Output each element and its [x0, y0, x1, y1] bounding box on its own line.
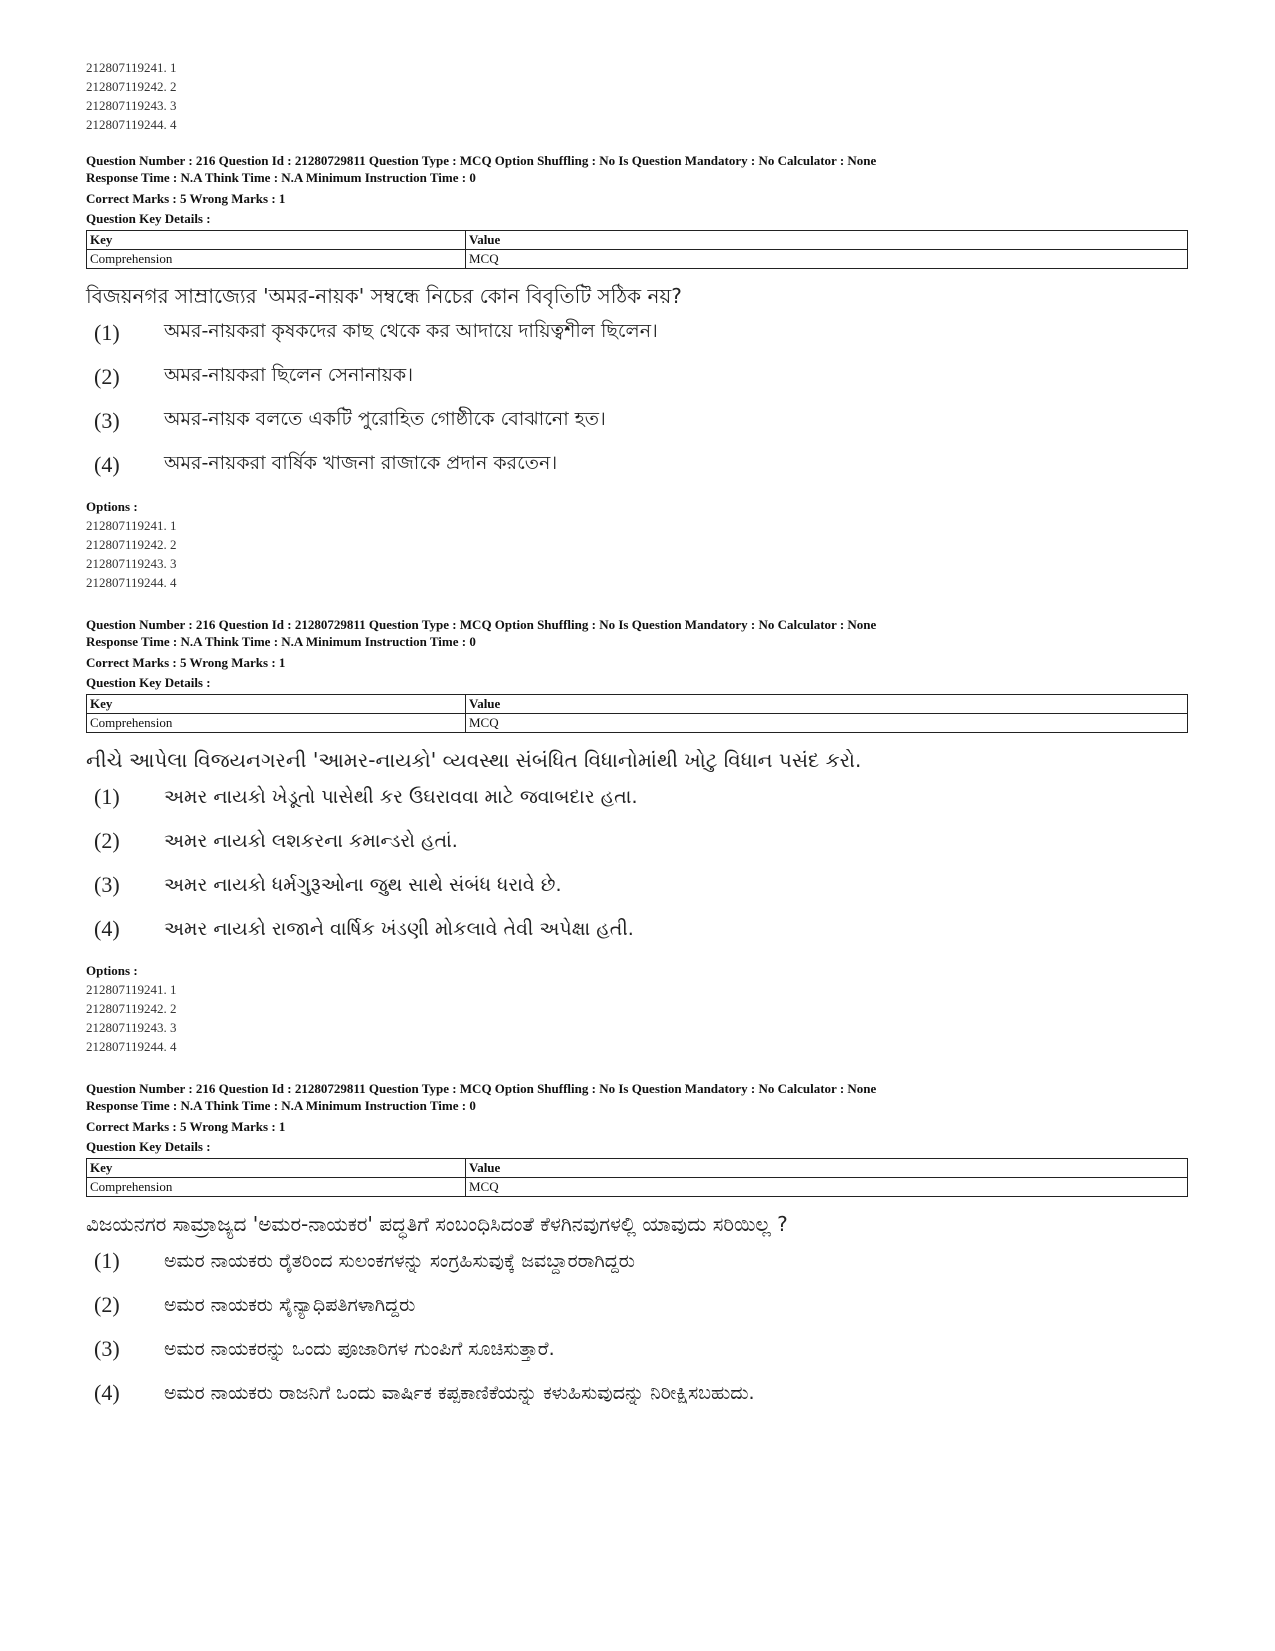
table-cell-value: MCQ [466, 1178, 1188, 1197]
choice-3 [86, 399, 1196, 443]
choice-1 [86, 311, 1196, 355]
table-row [87, 250, 1188, 269]
question-block-gujarati [86, 616, 1196, 1056]
choice-text: અમર નાયકો ખેડૂતો પાસેથી કર ઉઘરાવવા માટે જવાબદાર હતા. [164, 786, 638, 808]
table-cell-value: MCQ [466, 714, 1188, 733]
choice-number: (2) [94, 1292, 120, 1317]
choice-number: (3) [94, 1336, 120, 1361]
table-cell-value: MCQ [466, 250, 1188, 269]
choice-2 [86, 819, 1196, 863]
choice-text: অমর-নায়করা ছিলেন সেনানায়ক। [164, 364, 414, 386]
question-text: বিজয়নগর সাম্রাজ্যের 'অমর-নায়ক' সম্বন্ধে নিচের কোন বিবৃতিটি সঠিক নয়? [86, 284, 682, 308]
options-label: Options : [86, 499, 138, 514]
option-id: 212807119243. 3 [86, 556, 177, 571]
question-meta: Question Number : 216 Question Id : 21280729811 Question Type : MCQ Option Shuffling : No Is Question Mandatory : No Calculator : None [86, 1081, 877, 1096]
table-row [87, 714, 1188, 733]
choice-number: (4) [94, 916, 120, 941]
question-timing: Response Time : N.A Think Time : N.A Minimum Instruction Time : 0 [86, 170, 476, 185]
table-header-key: Key [87, 231, 466, 250]
options-list [86, 516, 1196, 592]
question-marks: Correct Marks : 5 Wrong Marks : 1 [86, 1119, 286, 1134]
option-id: 212807119242. 2 [86, 537, 177, 552]
question-block-kannada [86, 1080, 1196, 1415]
choice-text: অমর-নায়করা বার্ষিক খাজনা রাজাকে প্রদান করতেন। [164, 452, 558, 474]
table-cell-key: Comprehension [87, 250, 466, 269]
table-header-value: Value [466, 695, 1188, 714]
table-header-value: Value [466, 1159, 1188, 1178]
question-block-bengali [86, 152, 1196, 592]
choice-number: (4) [94, 1380, 120, 1405]
table-cell-key: Comprehension [87, 1178, 466, 1197]
option-id: 212807119244. 4 [86, 1039, 177, 1054]
choice-3 [86, 1327, 1196, 1371]
option-id: 212807119242. 2 [86, 1001, 177, 1016]
table-header-row [87, 1159, 1188, 1178]
option-id: 212807119242. 2 [86, 79, 177, 94]
choice-number: (1) [94, 1248, 120, 1273]
key-details-heading: Question Key Details : [86, 1139, 211, 1154]
choice-4 [86, 443, 1196, 487]
choice-text: অমর-নায়করা কৃষকদের কাছ থেকে কর আদায়ে দায়িত্বশীল ছিলেন। [164, 320, 658, 342]
options-label: Options : [86, 963, 138, 978]
table-row [87, 1178, 1188, 1197]
choice-number: (3) [94, 872, 120, 897]
choice-number: (1) [94, 784, 120, 809]
choice-number: (1) [94, 320, 120, 345]
question-marks: Correct Marks : 5 Wrong Marks : 1 [86, 655, 286, 670]
table-header-key: Key [87, 1159, 466, 1178]
question-meta: Question Number : 216 Question Id : 21280729811 Question Type : MCQ Option Shuffling : No Is Question Mandatory : No Calculator : None [86, 617, 877, 632]
key-value-table [86, 230, 1188, 269]
question-paper-page [86, 58, 1196, 1415]
choice-text: અમર નાયકો ધર્મગુરૂઓના જુથ સાથે સંબંધ ધરાવે છે. [164, 874, 562, 896]
option-id: 212807119243. 3 [86, 1020, 177, 1035]
choice-text: ಅಮರ ನಾಯಕರನ್ನು ಒಂದು ಪೂಜಾರಿಗಳ ಗುಂಪಿಗೆ ಸೂಚಿಸುತ್ತಾರೆ. [164, 1338, 555, 1360]
option-id: 212807119241. 1 [86, 982, 177, 997]
choice-number: (4) [94, 452, 120, 477]
choice-text: ಅಮರ ನಾಯಕರು ರೈತರಿಂದ ಸುಲಂಕಗಳನ್ನು ಸಂಗ್ರಹಿಸುವುಕ್ಕೆ ಜವಬ್ದಾರರಾಗಿದ್ದರು [164, 1250, 635, 1272]
key-details-heading: Question Key Details : [86, 675, 211, 690]
options-list [86, 980, 1196, 1056]
question-timing: Response Time : N.A Think Time : N.A Minimum Instruction Time : 0 [86, 634, 476, 649]
question-text: ವಿಜಯನಗರ ಸಾಮ್ರಾಜ್ಯದ 'ಅಮರ-ನಾಯಕರ' ಪದ್ಧತಿಗೆ ಸಂಬಂಧಿಸಿದಂತೆ ಕೆಳಗಿನವುಗಳಲ್ಲಿ ಯಾವುದು ಸರಿಯಿಲ್ಲ ? [86, 1212, 788, 1236]
key-details-heading: Question Key Details : [86, 211, 211, 226]
choice-1 [86, 1239, 1196, 1283]
previous-options-list [86, 58, 1196, 134]
option-id: 212807119241. 1 [86, 518, 177, 533]
option-id: 212807119244. 4 [86, 575, 177, 590]
choice-text: ಅಮರ ನಾಯಕರು ರಾಜನಿಗೆ ಒಂದು ವಾರ್ಷಿಕ ಕಪ್ಪಕಾಣಿಕೆಯನ್ನು ಕಳುಹಿಸುವುದನ್ನು ನಿರೀಕ್ಷಿಸಬಹುದು. [164, 1382, 755, 1404]
choice-number: (2) [94, 828, 120, 853]
choice-1 [86, 775, 1196, 819]
table-header-row [87, 231, 1188, 250]
question-text: નીચે આપેલા વિજયનગરની 'આમર-નાયકો' વ્યવસ્થા સંબંધિત વિધાનોમાંથી ખોટુ વિધાન પસંદ કરો. [86, 748, 862, 772]
choice-4 [86, 907, 1196, 951]
key-value-table [86, 1158, 1188, 1197]
option-id: 212807119241. 1 [86, 60, 177, 75]
choice-text: અમર નાયકો રાજાને વાર્ષિક ખંડણી મોકલાવે તેવી અપેક્ષા હતી. [164, 918, 634, 940]
question-timing: Response Time : N.A Think Time : N.A Minimum Instruction Time : 0 [86, 1098, 476, 1113]
table-cell-key: Comprehension [87, 714, 466, 733]
choice-text: અમર નાયકો લશકરના કમાન્ડરો હતાં. [164, 830, 458, 852]
choice-4 [86, 1371, 1196, 1415]
option-id: 212807119244. 4 [86, 117, 177, 132]
choice-text: ಅಮರ ನಾಯಕರು ಸೈನ್ಯಾಧಿಪತಿಗಳಾಗಿದ್ದರು [164, 1294, 416, 1316]
choice-2 [86, 1283, 1196, 1327]
choice-2 [86, 355, 1196, 399]
choice-3 [86, 863, 1196, 907]
table-header-key: Key [87, 695, 466, 714]
table-header-row [87, 695, 1188, 714]
choice-number: (3) [94, 408, 120, 433]
option-id: 212807119243. 3 [86, 98, 177, 113]
key-value-table [86, 694, 1188, 733]
choice-text: অমর-নায়ক বলতে একটি পুরোহিত গোষ্ঠীকে বোঝানো হত। [164, 408, 606, 430]
question-marks: Correct Marks : 5 Wrong Marks : 1 [86, 191, 286, 206]
question-meta: Question Number : 216 Question Id : 21280729811 Question Type : MCQ Option Shuffling : No Is Question Mandatory : No Calculator : None [86, 153, 877, 168]
choice-number: (2) [94, 364, 120, 389]
table-header-value: Value [466, 231, 1188, 250]
